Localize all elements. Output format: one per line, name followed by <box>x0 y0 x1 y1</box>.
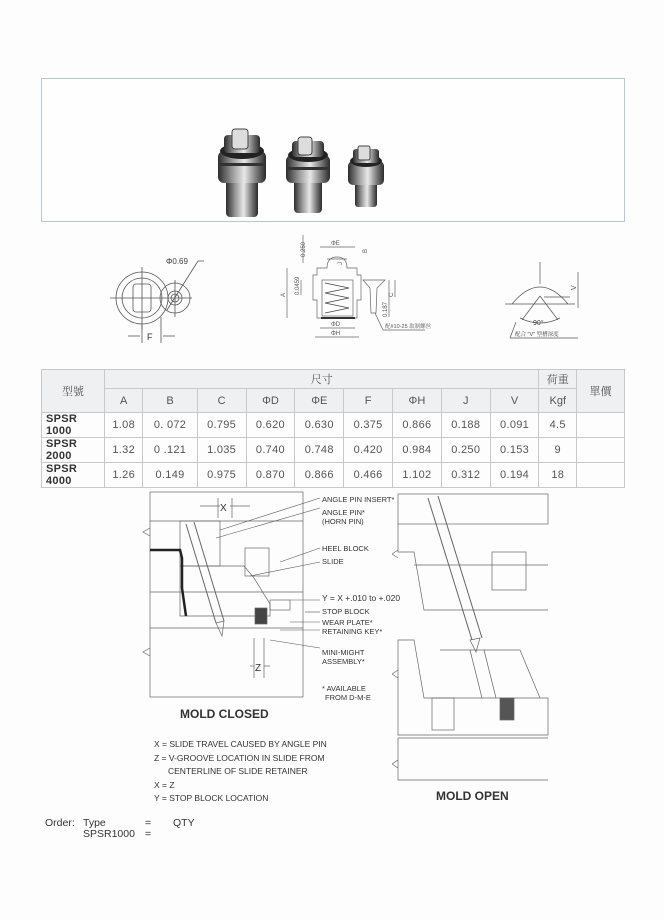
callout-from-dme: FROM D-M-E <box>325 693 371 702</box>
legend-y: Y = STOP BLOCK LOCATION <box>154 793 269 803</box>
table-row <box>42 463 625 488</box>
dim-j: J <box>338 262 344 265</box>
cell-a: 1.08 <box>105 413 143 438</box>
dim-c: C <box>389 292 395 297</box>
product-photo <box>42 79 626 223</box>
order-label: Order: <box>45 817 75 829</box>
cell-j: 0.250 <box>441 438 490 463</box>
order-example-equals: = <box>145 828 152 840</box>
dim-phi-h: ΦH <box>331 331 341 337</box>
dim-0250: 0.250 <box>301 241 307 257</box>
callout-assembly: ASSEMBLY* <box>322 657 365 666</box>
cell-v: 0.091 <box>490 413 539 438</box>
callout-available: * AVAILABLE <box>322 684 366 693</box>
legend-x: X = SLIDE TRAVEL CAUSED BY ANGLE PIN <box>154 739 327 749</box>
section-view-drawing <box>265 235 465 355</box>
header-col-c: C <box>197 389 246 413</box>
header-col-v: V <box>490 389 539 413</box>
order-equals: = <box>145 817 152 829</box>
legend-z: Z = V-GROOVE LOCATION IN SLIDE FROM <box>154 752 325 763</box>
cell-phi-h: 0.866 <box>393 413 442 438</box>
header-col-kgf: Kgf <box>539 389 577 413</box>
callout-leaders <box>200 490 325 670</box>
cell-phi-e: 0.630 <box>295 413 344 438</box>
cell-v: 0.194 <box>490 463 539 488</box>
callout-horn-pin: (HORN PIN) <box>322 517 364 526</box>
part-large <box>218 129 266 217</box>
mold-open-caption: MOLD OPEN <box>436 789 509 803</box>
dim-0187: 0.187 <box>383 301 389 317</box>
cell-j: 0.312 <box>441 463 490 488</box>
top-view-drawing <box>100 235 280 355</box>
product-photo-frame <box>41 78 625 222</box>
cell-c: 0.975 <box>197 463 246 488</box>
cell-b: 0.149 <box>143 463 197 488</box>
dim-phi-d: ΦD <box>331 322 341 328</box>
row-model: SPSR 1000 <box>42 413 105 438</box>
callout-mini-might: MINI-MIGHT <box>322 648 365 657</box>
cell-j: 0.188 <box>441 413 490 438</box>
mold-open-diagram <box>392 490 552 790</box>
callout-slide: SLIDE <box>322 557 344 566</box>
dim-00459: 0.0459 <box>295 276 301 295</box>
cell-load: 9 <box>539 438 577 463</box>
cell-phi-e: 0.748 <box>295 438 344 463</box>
cell-phi-d: 0.620 <box>246 413 295 438</box>
table-row <box>42 413 625 438</box>
row-model: SPSR 2000 <box>42 438 105 463</box>
z-label: Z <box>255 663 262 674</box>
table-row <box>42 438 625 463</box>
cell-f: 0.466 <box>344 463 393 488</box>
header-col-a: A <box>105 389 143 413</box>
legend-x-eq-z: X = Z <box>154 779 175 790</box>
cell-load: 18 <box>539 463 577 488</box>
cell-price <box>577 463 625 488</box>
header-col-phi-e: ΦE <box>295 389 344 413</box>
diameter-label: Φ0.69 <box>166 257 188 266</box>
callout-angle-pin-insert: ANGLE PIN INSERT* <box>322 495 395 504</box>
cell-phi-e: 0.866 <box>295 463 344 488</box>
cell-c: 1.035 <box>197 438 246 463</box>
cell-price <box>577 438 625 463</box>
cell-phi-h: 1.102 <box>393 463 442 488</box>
header-dimensions: 尺寸 <box>105 370 539 389</box>
dim-b: B <box>363 248 369 253</box>
cell-phi-d: 0.740 <box>246 438 295 463</box>
header-model: 型號 <box>42 370 105 413</box>
header-col-phi-d: ΦD <box>246 389 295 413</box>
cell-f: 0.420 <box>344 438 393 463</box>
callout-wear-plate: WEAR PLATE* <box>322 618 373 627</box>
order-qty-label: QTY <box>173 817 195 829</box>
angle-label: 90° <box>533 320 544 327</box>
order-example-type: SPSR1000 <box>83 828 135 840</box>
diagram-legend <box>154 738 327 806</box>
x-label: X <box>220 503 227 514</box>
header-col-b: B <box>143 389 197 413</box>
cell-c: 0.795 <box>197 413 246 438</box>
cell-b: 0. 072 <box>143 413 197 438</box>
header-col-f: F <box>344 389 393 413</box>
f-dimension-label: F <box>147 332 153 342</box>
cell-a: 1.26 <box>105 463 143 488</box>
callout-y-formula: Y = X +.010 to +.020 <box>322 593 401 603</box>
legend-z-cont: CENTERLINE OF SLIDE RETAINER <box>168 766 308 776</box>
v-dimension-label: V <box>571 285 578 290</box>
cell-f: 0.375 <box>344 413 393 438</box>
cell-price <box>577 413 625 438</box>
callout-heel-block: HEEL BLOCK <box>322 544 369 553</box>
spec-table <box>41 369 625 488</box>
dim-phi-e: ΦE <box>331 241 340 247</box>
mold-closed-caption: MOLD CLOSED <box>180 707 269 721</box>
part-small <box>348 146 384 207</box>
vgroove-note: 配合 "V" 型槽深度 <box>515 332 559 338</box>
callout-retaining-key: RETAINING KEY* <box>322 627 383 636</box>
callout-angle-pin: ANGLE PIN* <box>322 508 365 517</box>
cell-v: 0.153 <box>490 438 539 463</box>
order-type-label: Type <box>83 817 106 829</box>
cell-b: 0 .121 <box>143 438 197 463</box>
cell-phi-d: 0.870 <box>246 463 295 488</box>
header-col-phi-h: ΦH <box>393 389 442 413</box>
cell-phi-h: 0.984 <box>393 438 442 463</box>
vgroove-drawing <box>490 260 630 350</box>
header-price: 單價 <box>577 370 625 413</box>
row-model: SPSR 4000 <box>42 463 105 488</box>
callout-stop-block: STOP BLOCK <box>322 607 370 616</box>
screw-note: 配#10-25 取制螺丝 <box>385 324 432 330</box>
order-section <box>45 818 195 840</box>
header-col-j: J <box>441 389 490 413</box>
cell-load: 4.5 <box>539 413 577 438</box>
dim-a: A <box>281 292 287 297</box>
part-medium <box>286 137 330 213</box>
cell-a: 1.32 <box>105 438 143 463</box>
header-load: 荷重 <box>539 370 577 389</box>
